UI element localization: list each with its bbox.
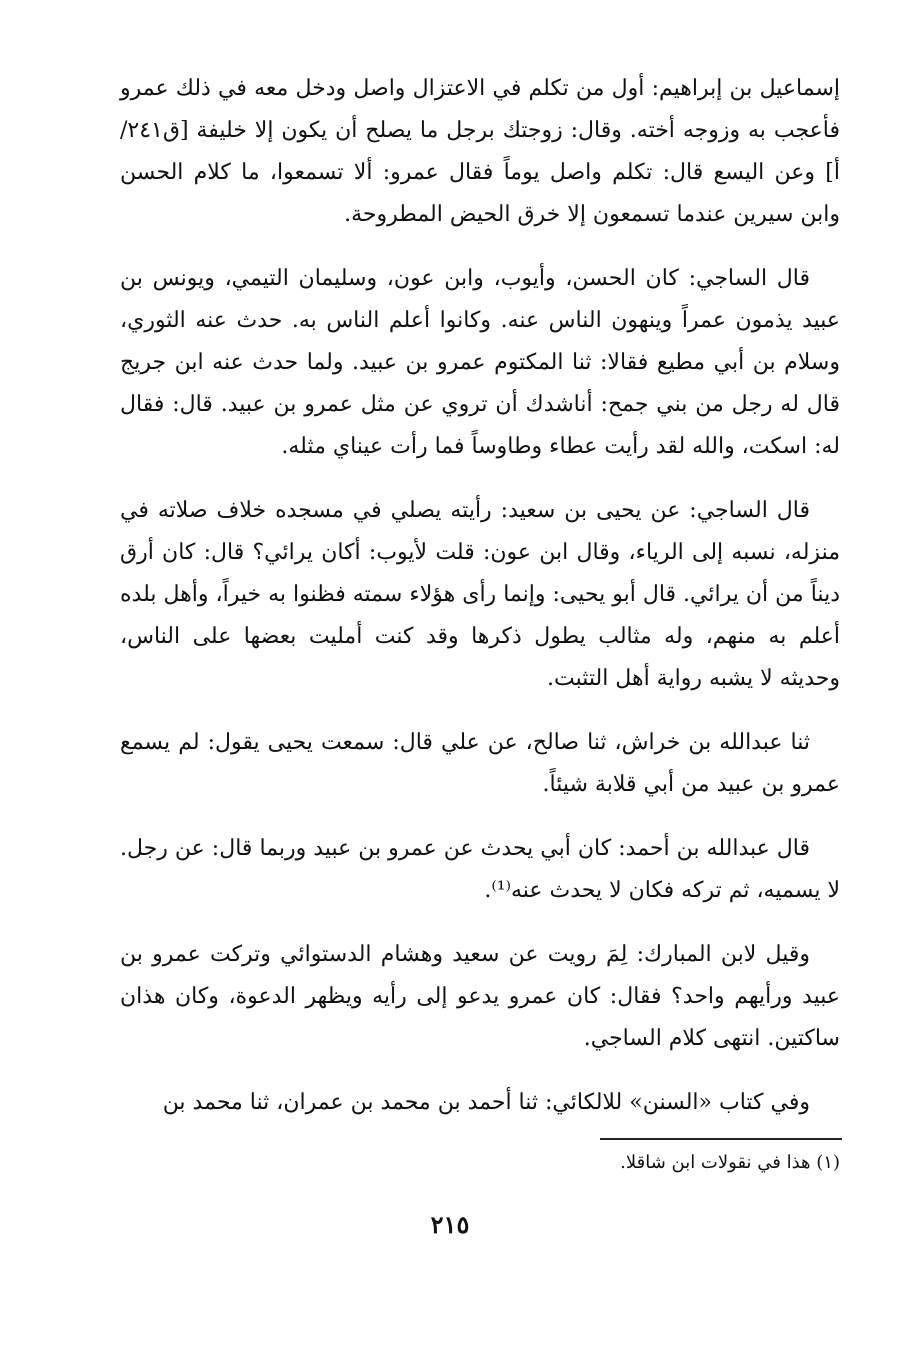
paragraph-5: قال عبدالله بن أحمد: كان أبي يحدث عن عمرو بن عبيد وربما قال: عن رجل. لا يسميه، ثم تركه فكان لا يحدث عنه⁽¹⁾. <box>120 836 840 903</box>
paragraph-4: ثنا عبدالله بن خراش، ثنا صالح، عن علي قال: سمعت يحيى يقول: لم يسمع عمرو بن عبيد من أبي قلابة شيئاً. <box>120 730 840 797</box>
page-body <box>120 68 840 1146</box>
footnote-separator <box>600 1138 842 1140</box>
paragraph-3: قال الساجي: عن يحيى بن سعيد: رأيته يصلي في مسجده خلاف صلاته في منزله، نسبه إلى الرياء، وقال ابن عون: قلت لأيوب: أكان يرائي؟ قال: كان أرق ديناً من أن يرائي. قال أبو يحيى: وإنما رأى هؤلاء سمته فظنوا به خيراً، وأهل بلده أعلم به منهم، وله مثالب يطول ذكرها وقد كنت أمليت بعضها على الناس، وحديثه لا يشبه رواية أهل التثبت. <box>120 498 840 691</box>
paragraph-6: وقيل لابن المبارك: لِمَ رويت عن سعيد وهشام الدستوائي وتركت عمرو بن عبيد ورأيهم واحد؟ فقال: كان عمرو يدعو إلى رأيه ويظهر الدعوة، وكان هذان ساكتين. انتهى كلام الساجي. <box>120 942 840 1051</box>
paragraph-1: إسماعيل بن إبراهيم: أول من تكلم في الاعتزال واصل ودخل معه في ذلك عمرو فأعجب به وزوجه أخته. وقال: زوجتك برجل ما يصلح أن يكون إلا خليفة [ق٢٤١/أ] وعن اليسع قال: تكلم واصل يوماً فقال عمرو: ألا تسمعوا، ما كلام الحسن وابن سيرين عندما تسمعون إلا خرق الحيض المطروحة. <box>120 76 841 227</box>
paragraph-2: قال الساجي: كان الحسن، وأيوب، وابن عون، وسليمان التيمي، ويونس بن عبيد يذمون عمراً وينهون الناس عنه. وكانوا أعلم الناس به. حدث عنه الثوري، وسلام بن أبي مطيع فقالا: ثنا المكتوم عمرو بن عبيد. ولما حدث عنه ابن جريج قال له رجل من بني جمح: أناشدك أن تروي عن مثل عمرو بن عبيد. قال: فقال له: اسكت، والله لقد رأيت عطاء وطاوساً فما رأت عيناي مثله. <box>120 266 840 459</box>
footnote: (١) هذا في نقولات ابن شاقلا. <box>620 1152 840 1173</box>
paragraph-7: وفي كتاب «السنن» للالكائي: ثنا أحمد بن محمد بن عمران، ثنا محمد بن <box>162 1090 810 1115</box>
page-number: ٢١٥ <box>430 1210 470 1239</box>
